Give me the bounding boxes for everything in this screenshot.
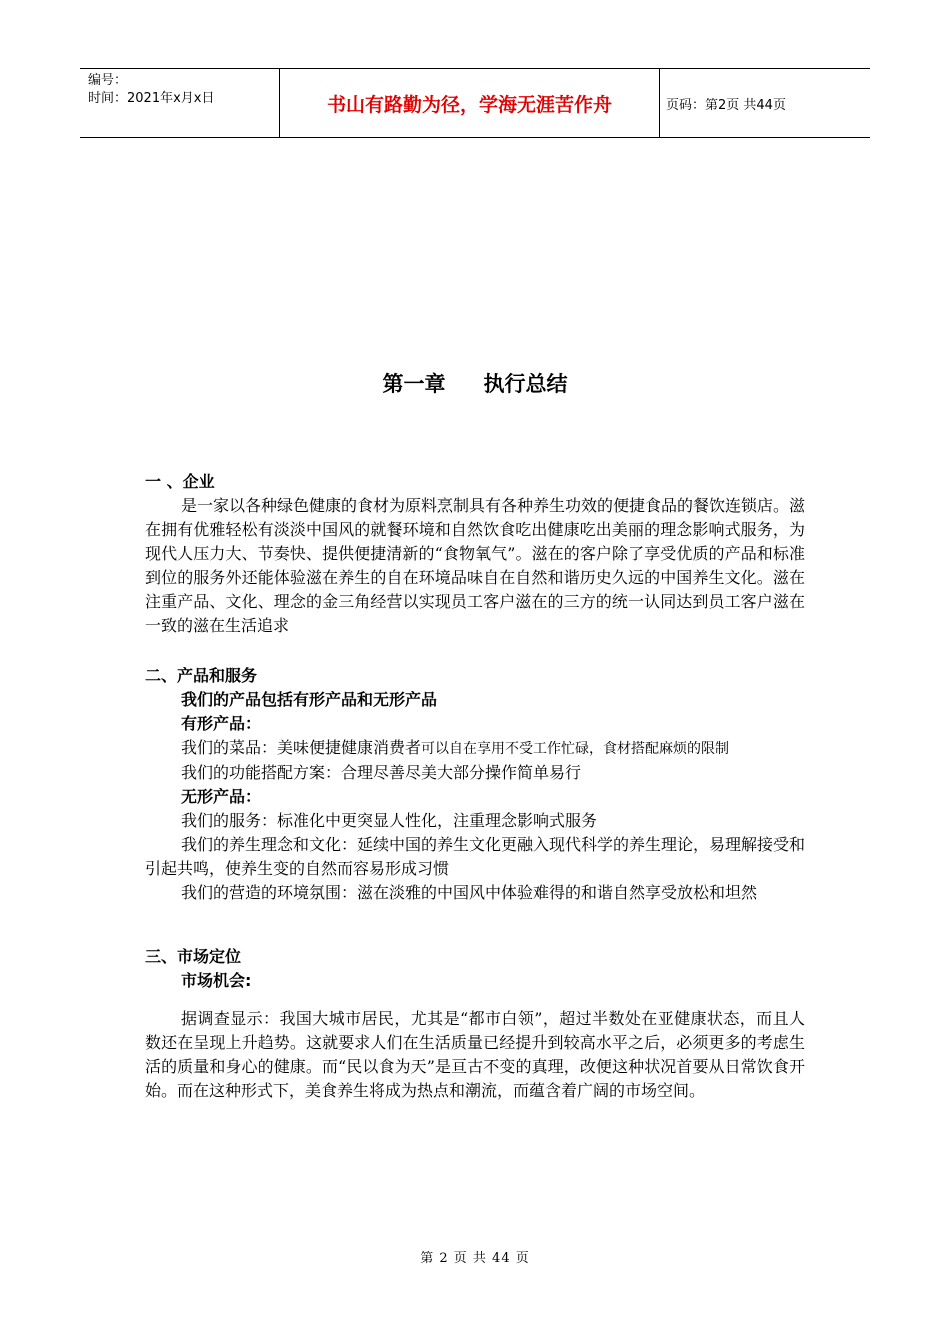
tangible-label: 有形产品： bbox=[181, 714, 262, 733]
section-heading-products: 二、产品和服务 bbox=[145, 666, 258, 685]
chapter-number: 第一章 bbox=[382, 372, 446, 396]
page-footer: 第 2 页 共 44 页 bbox=[420, 1251, 530, 1266]
intangible-label: 无形产品： bbox=[181, 787, 262, 806]
chapter-name: 执行总结 bbox=[483, 372, 568, 396]
document-body bbox=[145, 470, 805, 1103]
dishes-paragraph bbox=[145, 736, 805, 761]
products-intro: 我们的产品包括有形产品和无形产品 bbox=[181, 690, 438, 709]
header-time-label: 时间：2021年x月x日 bbox=[88, 91, 215, 106]
dishes-text-a: 我们的菜品：美味便捷健康消费者 bbox=[181, 738, 422, 757]
section-heading-market: 三、市场定位 bbox=[145, 947, 242, 966]
environment-paragraph: 我们的营造的环境氛围：滋在淡雅的中国风中体验难得的和谐自然享受放松和坦然 bbox=[181, 883, 758, 902]
service-paragraph: 我们的服务：标准化中更突显人性化，注重理念影响式服务 bbox=[181, 811, 598, 830]
functional-paragraph: 我们的功能搭配方案：合理尽善尽美大部分操作简单易行 bbox=[181, 763, 582, 782]
chapter-title bbox=[0, 368, 950, 398]
market-paragraph: 据调查显示：我国大城市居民，尤其是“都市白领”，超过半数处在亚健康状态，而且人数还在呈现上升趋势。这就要求人们在生活质量已经提升到较高水平之后，必须更多的考虑生活的质量和身心的健康。而“民以食为天”是亘古不变的真理，改便这种状况首要从日常饮食开始。而在这种形式下，美食养生将成为热点和潮流，而蕴含着广阔的市场空间。 bbox=[145, 1009, 805, 1100]
market-opportunity-label: 市场机会: bbox=[181, 971, 252, 990]
company-paragraph: 是一家以各种绿色健康的食材为原料烹制具有各种养生功效的便捷食品的餐饮连锁店。滋在拥有优雅轻松有淡淡中国风的就餐环境和自然饮食吃出健康吃出美丽的理念影响式服务，为现代人压力大、节奏快、提供便捷清新的“食物氧气”。滋在的客户除了享受优质的产品和标准到位的服务外还能体验滋在养生的自在环境品味自在自然和谐历史久远的中国养生文化。滋在注重产品、文化、理念的金三角经营以实现员工客户滋在的三方的统一认同达到员工客户滋在一致的滋在生活追求 bbox=[145, 496, 806, 635]
culture-paragraph: 我们的养生理念和文化：延续中国的养生文化更融入现代科学的养生理论，易理解接受和引起共鸣，使养生变的自然而容易形成习惯 bbox=[145, 835, 806, 878]
page-header bbox=[80, 68, 870, 138]
header-page-info: 页码：第2页 共44页 bbox=[666, 97, 786, 113]
header-motto: 书山有路勤为径，学海无涯苦作舟 bbox=[280, 69, 660, 137]
dishes-text-b: 可以自在享用不受工作忙碌，食材搭配麻烦的限制 bbox=[421, 741, 730, 757]
header-meta bbox=[80, 69, 280, 137]
section-heading-company: 一 、企业 bbox=[145, 472, 215, 491]
header-number-label: 编号： bbox=[88, 73, 128, 88]
